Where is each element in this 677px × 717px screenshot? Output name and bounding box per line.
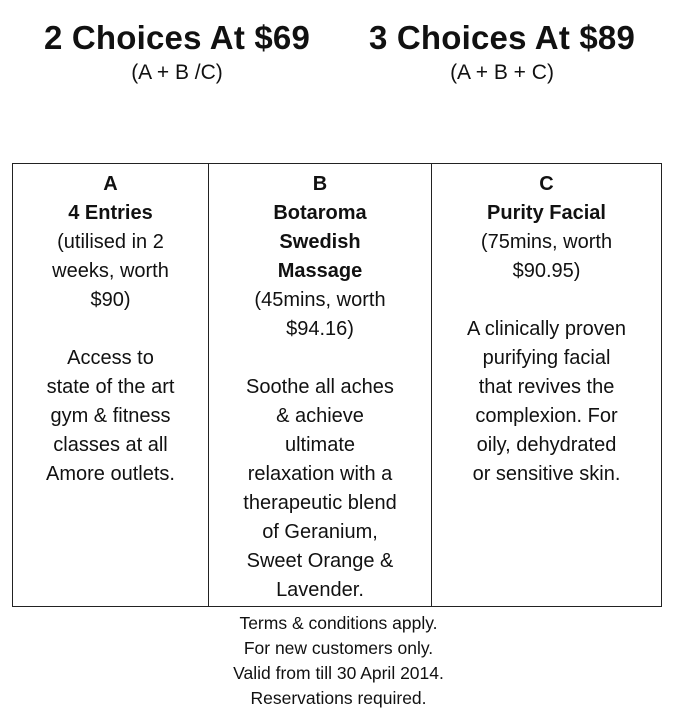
choice-letter: A — [103, 173, 118, 195]
offer-title: 3 Choices At $89 — [368, 19, 636, 56]
choices-table — [12, 163, 662, 607]
choice-column-c — [432, 164, 661, 606]
choice-description: Soothe all aches & achieve ultimate relaxation with a therapeutic blend of Geranium, Sweet Orange & Lavender. — [243, 376, 397, 601]
terms-line: Terms & conditions apply. — [239, 613, 438, 633]
terms-line: Reservations required. — [250, 688, 427, 708]
offer-combination: (A + B + C) — [450, 61, 554, 84]
choice-letter: C — [539, 173, 554, 195]
choice-column-b — [209, 164, 432, 606]
choice-detail: (75mins, worth $90.95) — [480, 231, 613, 282]
spacer — [17, 315, 204, 344]
choice-description: A clinically proven purifying facial that revives the complexion. For oily, dehydrated or sensitive skin. — [467, 318, 626, 485]
spacer — [215, 344, 425, 373]
spacer — [440, 286, 653, 315]
offer-combination: (A + B /C) — [131, 61, 223, 84]
offer-title: 2 Choices At $69 — [43, 19, 311, 56]
choice-name: Botaroma Swedish Massage — [273, 202, 367, 282]
choice-letter: B — [312, 173, 328, 195]
terms-line: For new customers only. — [243, 638, 434, 658]
terms-footer — [0, 611, 677, 711]
terms-line: Valid from till 30 April 2014. — [233, 663, 444, 683]
offer-two-choices — [18, 18, 336, 86]
choice-name: 4 Entries — [68, 202, 153, 224]
choice-column-a — [13, 164, 209, 606]
choice-detail: (utilised in 2 weeks, worth $90) — [52, 231, 169, 311]
choice-detail: (45mins, worth $94.16) — [254, 289, 386, 340]
choice-description: Access to state of the art gym & fitness classes at all Amore outlets. — [46, 347, 175, 485]
offer-three-choices — [345, 18, 659, 86]
choice-name: Purity Facial — [487, 202, 606, 224]
